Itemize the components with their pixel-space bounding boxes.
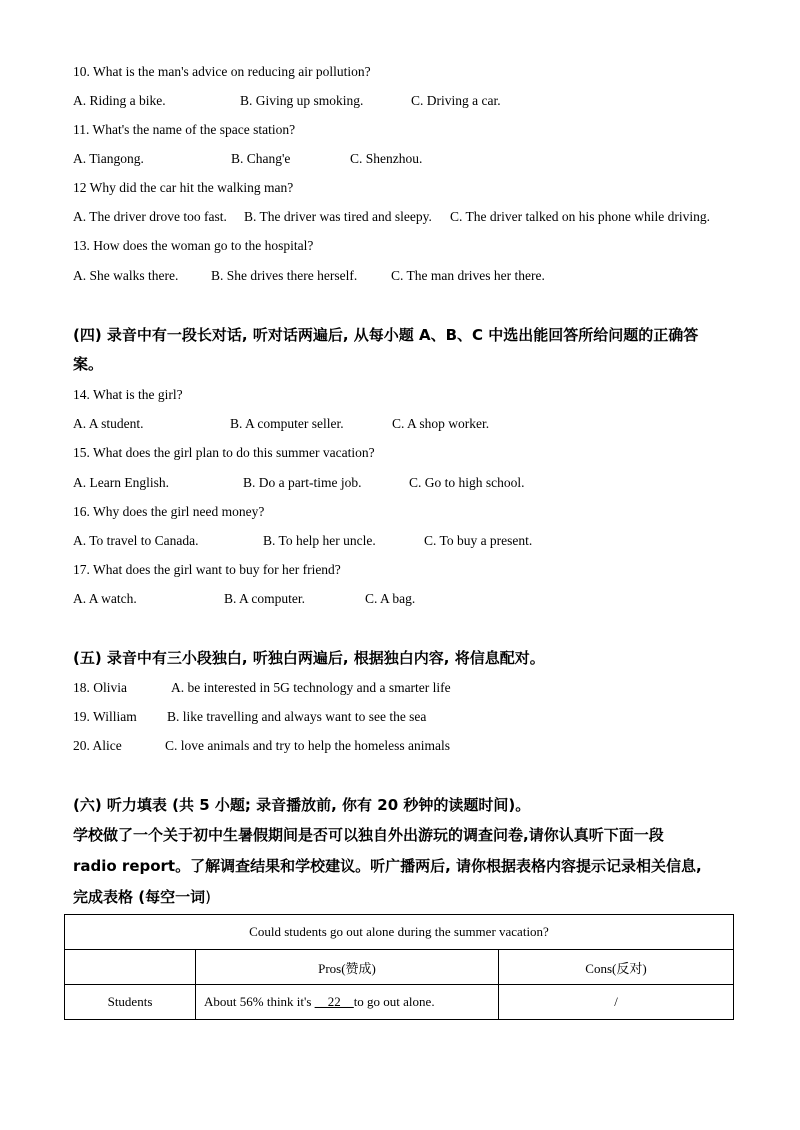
match-option: A. be interested in 5G technology and a smarter life <box>171 680 451 695</box>
blank-22[interactable]: __22__ <box>314 994 354 1009</box>
match-name: 20. Alice <box>73 738 122 753</box>
option-a: A. A watch. <box>73 591 137 606</box>
survey-table <box>64 914 734 1020</box>
cons-header: Cons(反对) <box>499 950 734 985</box>
option-c: C. To buy a present. <box>424 533 533 548</box>
pros-header: Pros(赞成) <box>196 950 499 985</box>
option-c: C. The driver talked on his phone while driving. <box>450 209 710 224</box>
empty-header-cell <box>65 950 196 985</box>
option-b: B. The driver was tired and sleepy. <box>244 209 432 224</box>
table-title: Could students go out alone during the summer vacation? <box>65 915 734 950</box>
intro-3-text: 完成表格 (每空一词 <box>73 888 206 906</box>
question-10: 10. What is the man's advice on reducing air pollution? <box>73 64 371 79</box>
table-title-row <box>65 915 734 950</box>
pros-cell <box>196 985 499 1020</box>
question-11: 11. What's the name of the space station? <box>73 122 296 137</box>
question-12: 12 Why did the car hit the walking man? <box>73 180 294 195</box>
section-5-heading: (五) 录音中有三小段独白, 听独白两遍后, 根据独白内容, 将信息配对。 <box>73 649 545 667</box>
option-b: B. Chang'e <box>231 151 291 166</box>
option-c: C. Go to high school. <box>409 475 525 490</box>
section-4-heading: (四) 录音中有一段长对话, 听对话两遍后, 从每小题 A、B、C 中选出能回答所给问题的正确答 <box>73 326 699 344</box>
option-b: B. Do a part-time job. <box>243 475 362 490</box>
table-header-row <box>65 950 734 985</box>
row-label: Students <box>65 985 196 1020</box>
pros-text-before: About 56% think it's <box>204 994 315 1009</box>
option-a: A. To travel to Canada. <box>73 533 199 548</box>
option-c: C. A bag. <box>365 591 416 606</box>
section-6-intro-2: radio report。了解调查结果和学校建议。听广播两后, 请你根据表格内容提示记录相关信息, <box>73 857 702 875</box>
option-c: C. Shenzhou. <box>350 151 423 166</box>
option-a: A. Learn English. <box>73 475 169 490</box>
match-option: C. love animals and try to help the homeless animals <box>165 738 450 753</box>
option-b: B. A computer. <box>224 591 305 606</box>
option-b: B. A computer seller. <box>230 416 344 431</box>
match-name: 19. William <box>73 709 137 724</box>
match-option: B. like travelling and always want to see the sea <box>167 709 427 724</box>
option-b: B. To help her uncle. <box>263 533 376 548</box>
option-b: B. She drives there herself. <box>211 268 358 283</box>
question-17: 17. What does the girl want to buy for her friend? <box>73 562 341 577</box>
section-4-heading-cont: 案。 <box>73 355 104 373</box>
option-b: B. Giving up smoking. <box>240 93 364 108</box>
option-a: A. She walks there. <box>73 268 179 283</box>
question-16: 16. Why does the girl need money? <box>73 504 265 519</box>
option-a: A. Riding a bike. <box>73 93 166 108</box>
question-14: 14. What is the girl? <box>73 387 183 402</box>
option-c: C. A shop worker. <box>392 416 490 431</box>
match-name: 18. Olivia <box>73 680 127 695</box>
option-a: A. Tiangong. <box>73 151 144 166</box>
section-6-heading: (六) 听力填表 (共 5 小题; 录音播放前, 你有 20 秒钟的读题时间)。 <box>73 796 531 814</box>
section-6-intro-3 <box>73 888 211 906</box>
question-15: 15. What does the girl plan to do this summer vacation? <box>73 445 375 460</box>
cons-cell: / <box>499 985 734 1020</box>
table-row <box>65 985 734 1020</box>
option-c: C. Driving a car. <box>411 93 501 108</box>
option-a: A. The driver drove too fast. <box>73 209 227 224</box>
option-a: A. A student. <box>73 416 144 431</box>
option-c: C. The man drives her there. <box>391 268 545 283</box>
section-6-intro-1: 学校做了一个关于初中生暑假期间是否可以独自外出游玩的调查问卷,请你认真听下面一段 <box>73 826 664 844</box>
pros-text-after: to go out alone. <box>353 994 435 1009</box>
intro-3-paren: ) <box>205 888 211 906</box>
question-13: 13. How does the woman go to the hospital? <box>73 238 314 253</box>
